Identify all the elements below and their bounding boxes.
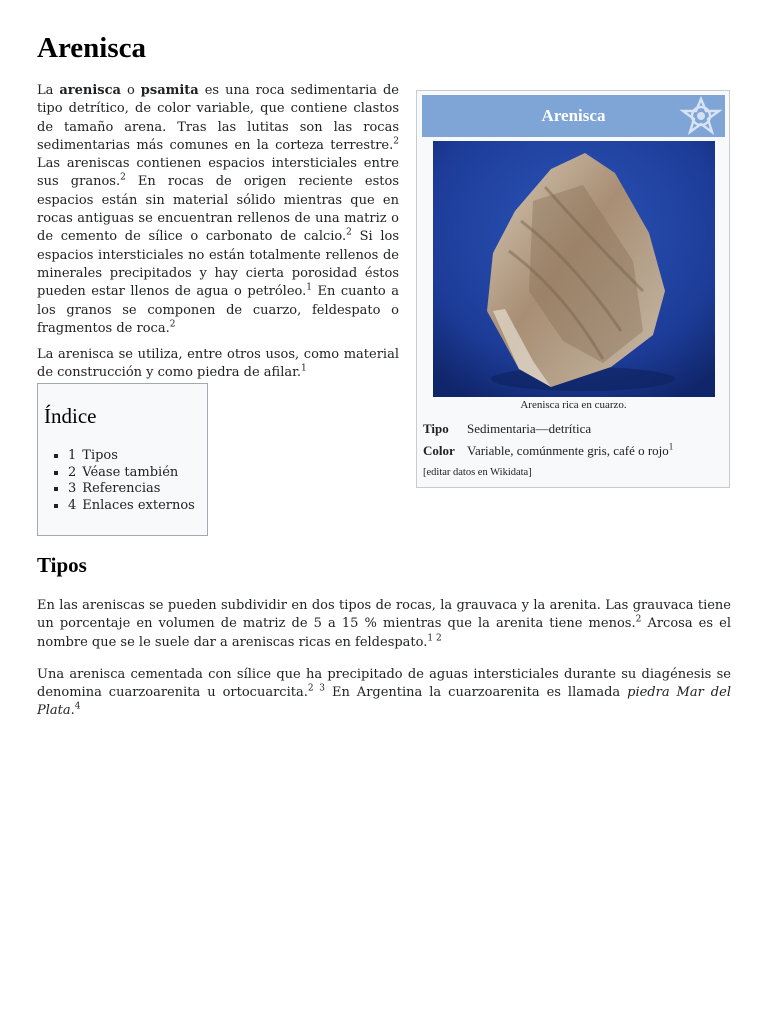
- text-run: Arcosa es el nombre que se le suele dar a areniscas ricas en feldespato.: [37, 616, 732, 650]
- infobox-row-label: Color: [423, 443, 455, 458]
- intro-section: [37, 82, 399, 391]
- toc-item-label[interactable]: Enlaces externos: [82, 497, 195, 513]
- infobox-title: Arenisca: [541, 106, 606, 125]
- minerals-portal-icon[interactable]: [679, 95, 723, 137]
- photo-caption: Arenisca rica en cuarzo.: [520, 399, 627, 411]
- citation-ref[interactable]: 2: [346, 228, 352, 239]
- tipos-paragraph-1: [37, 597, 731, 652]
- toc-item-number: 1: [68, 448, 77, 463]
- text-run: .: [70, 703, 75, 719]
- toc-item-number: 3: [68, 481, 77, 496]
- text-run: En rocas de origen reciente estos espacios están sin material sólido mientras que en rocas antiguas se encuentran rellenos de una matriz o de cemento de sílice o carbonato de calcio.: [37, 174, 400, 245]
- toc-item-vease-tambien[interactable]: [68, 465, 195, 482]
- tipos-paragraph-2: [37, 666, 731, 721]
- infobox-row-label: Tipo: [423, 421, 449, 436]
- sandstone-photo[interactable]: [433, 141, 715, 397]
- citation-ref[interactable]: 2 3: [307, 683, 325, 694]
- toc-item-tipos[interactable]: [68, 448, 195, 465]
- citation-ref[interactable]: 2: [635, 614, 642, 625]
- citation-ref[interactable]: 2: [393, 136, 399, 147]
- table-of-contents: [37, 383, 208, 536]
- infobox: [416, 90, 730, 488]
- toc-item-number: 4: [68, 497, 77, 513]
- citation-ref[interactable]: 2: [169, 319, 176, 330]
- toc-item-referencias[interactable]: [68, 481, 195, 498]
- toc-item-label[interactable]: Tipos: [82, 448, 118, 463]
- bold-term-psamita: psamita: [140, 83, 199, 98]
- section-tipos-body: [37, 597, 731, 735]
- text-run: La arenisca se utiliza, entre otros usos, como material de construcción y como piedra de afilar.: [37, 347, 399, 381]
- text-run: Una arenisca cementada con sílice que ha precipitado de aguas intersticiales durante su diagénesis se denomina cuarzoarenita u ortocuarcita.: [37, 666, 731, 701]
- page-title: Arenisca: [37, 32, 147, 64]
- infobox-row-value[interactable]: Sedimentaria—detrítica: [467, 421, 592, 436]
- infobox-header: [422, 95, 725, 137]
- text-run: En Argentina la cuarzoarenita es llamada: [325, 685, 628, 701]
- text-run: es una roca sedimentaria de tipo detrítico, de color variable, que contiene clastos de tamaño arena. Tras las lutitas son las rocas sedimentarias más comunes en la corteza terrestre.: [37, 83, 399, 153]
- citation-ref[interactable]: 4: [74, 702, 81, 713]
- toc-item-enlaces-externos[interactable]: [68, 498, 195, 515]
- section-heading-tipos: Tipos: [37, 553, 87, 577]
- citation-ref[interactable]: 1 2: [427, 633, 442, 644]
- text-run: o: [120, 83, 141, 98]
- toc-item-label[interactable]: Referencias: [82, 481, 161, 496]
- infobox-row-value: Variable, comúnmente gris, café o rojo: [467, 443, 669, 458]
- toc-item-label[interactable]: Véase también: [82, 464, 179, 480]
- citation-ref[interactable]: 1: [668, 441, 674, 452]
- text-run: La: [37, 83, 60, 98]
- text-run: Si los espacios intersticiales no están totalmente rellenos de minerales precipitados y hay cierta porosidad éstos pueden estar llenos de agua o petróleo.: [37, 229, 400, 300]
- infobox-row-tipo: [423, 421, 591, 437]
- text-run: En cuanto a los granos se componen de cuarzo, feldespato o fragmentos de roca.: [37, 284, 399, 336]
- citation-ref[interactable]: 2: [120, 173, 126, 184]
- citation-ref[interactable]: 1: [306, 282, 312, 293]
- edit-wikidata-link[interactable]: [editar datos en Wikidata]: [423, 467, 532, 478]
- citation-ref[interactable]: 1: [301, 364, 307, 375]
- text-run: En las areniscas se pueden subdividir en dos tipos de rocas, la grauvaca y la arenita. Las grauvaca tiene un porcentaje en volumen de matriz de 5 a 15 % mientras que la arenita tiene menos.: [37, 598, 731, 632]
- toc-item-number: 2: [68, 464, 77, 480]
- italic-term: piedra Mar del Plata: [37, 685, 731, 719]
- toc-title: Índice: [44, 404, 97, 428]
- intro-paragraph-1: [37, 82, 399, 338]
- infobox-row-color: [423, 443, 673, 459]
- intro-paragraph-2: [37, 346, 399, 383]
- bold-term-arenisca: arenisca: [59, 83, 121, 98]
- text-run: Las areniscas contienen espacios intersticiales entre sus granos.: [37, 156, 399, 190]
- toc-list: [68, 448, 195, 514]
